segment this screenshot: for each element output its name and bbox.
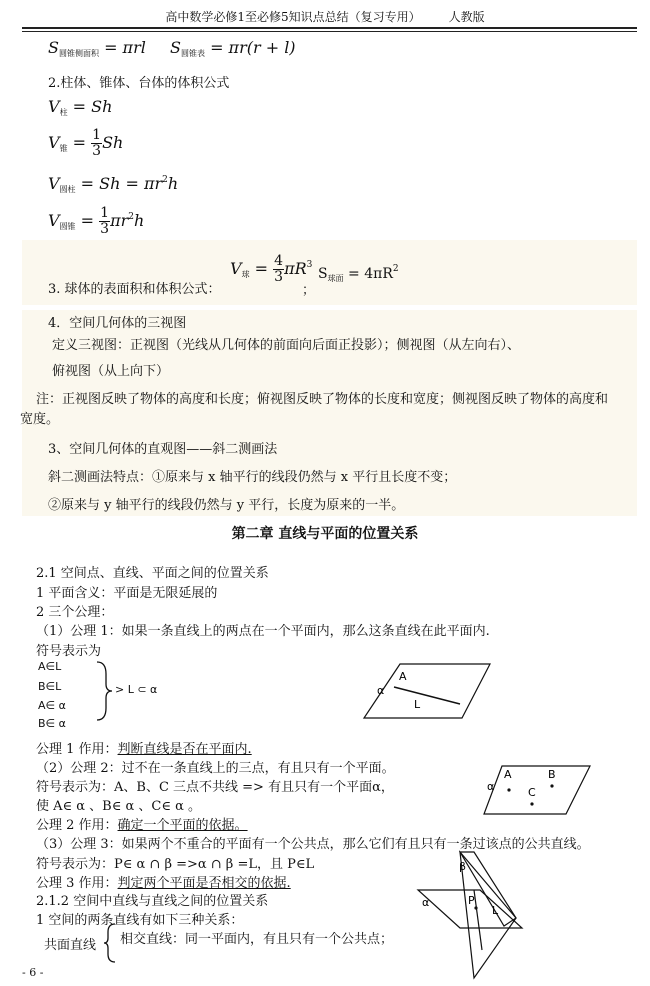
formula-sphere-volume: $V_球$ = $\frac{4}{3}$ $\pi R^3$ [230, 253, 313, 285]
formula-cone-volume: $V_{圆锥}$ = $\frac{1}{3}$ $\pi r^2h$ [48, 205, 145, 237]
axiom-3: （3）公理 3：如果两个不重合的平面有一个公共点，那么它们有且只有一条过该点的公共直线。 [36, 837, 590, 852]
symbol-item-4: B∈ α [38, 717, 66, 730]
plane-meaning: 1 平面含义：平面是无限延展的 [36, 586, 218, 601]
three-axioms: 2 三个公理： [36, 605, 114, 620]
brace-icon [94, 660, 114, 722]
section-2-1: 2.1 空间点、直线、平面之间的位置关系 [36, 566, 269, 581]
fig2-point-a [507, 788, 510, 791]
symbol-item-3: A∈ α [38, 699, 66, 712]
fig2-c-label: C [528, 786, 536, 799]
formula-prism-volume: $V_柱 = Sh$ [48, 97, 113, 117]
formula-pyramid-volume: $V_锥$ = $\frac{1}{3}$ Sh [48, 127, 124, 159]
views-heading: 4．空间几何体的三视图 [48, 316, 187, 331]
coplanar-lines-label: 共面直线 [44, 938, 97, 953]
oblique-feature-2: ②原来与 y 轴平行的线段仍然与 y 平行，长度为原来的一半。 [48, 498, 405, 513]
formula-cone-lateral: $S_{圆锥侧面积} = \pi rl$ [48, 38, 146, 58]
symbol-result: > L ⊂ α [115, 683, 158, 696]
page-header [0, 8, 650, 25]
views-note-line2: 宽度。 [20, 412, 60, 427]
formula-sphere-surface: $S_{球面} = 4\pi R^2$ [318, 264, 399, 283]
axiom-1: （1）公理 1：如果一条直线上的两点在一个平面内，那么这条直线在此平面内. [36, 624, 490, 639]
fig1-alpha-label: α [377, 684, 385, 697]
symbol-item-1: A∈L [38, 660, 62, 673]
oblique-feature-1: 斜二测画法特点：①原来与 x 轴平行的线段仍然与 x 平行且长度不变； [48, 470, 457, 485]
intersecting-lines: 相交直线：同一平面内，有且只有一个公共点； [120, 932, 394, 947]
fig2-alpha-label: α [487, 780, 495, 793]
header-rule [22, 27, 637, 29]
fig3-alpha-label: α [422, 896, 430, 909]
fig3-point-p [474, 906, 477, 909]
formula-cylinder-volume: $V_{圆柱} = Sh = \pi r^2h$ [48, 174, 179, 194]
section-2-1-2: 2.1.2 空间中直线与直线之间的位置关系 [36, 894, 269, 909]
fig1-a-label: A [399, 670, 407, 683]
fig1-l-label: L [414, 698, 421, 711]
axiom-2-symbol: 符号表示为：A、B、C 三点不共线 => 有且只有一个平面α， [36, 780, 394, 795]
views-note-line1: 注：正视图反映了物体的高度和长度；俯视图反映了物体的长度和宽度；侧视图反映了物体的高度和 [36, 392, 609, 407]
fig2-a-label: A [504, 768, 512, 781]
three-relations: 1 空间的两条直线有如下三种关系： [36, 913, 244, 928]
axiom-2: （2）公理 2：过不在一条直线上的三点，有且只有一个平面。 [36, 761, 395, 776]
header-rule-thin [22, 31, 637, 32]
formula-cone-total: $S_{圆锥表} = \pi r(r + l)$ [170, 38, 296, 58]
brace-icon-2 [103, 922, 119, 964]
fig3-p-label: P [468, 894, 475, 907]
symbol-label: 符号表示为 [36, 644, 102, 659]
figure-three-points-plane [482, 764, 592, 816]
fig3-beta-label: β [459, 860, 467, 873]
figure-intersecting-planes [416, 850, 526, 980]
symbol-item-2: B∈L [38, 680, 62, 693]
header-title: 高中数学必修1至必修5知识点总结（复习专用） [165, 10, 421, 24]
formula-separator: ； [302, 283, 316, 298]
fig2-b-label: B [548, 768, 556, 781]
fig3-l-label: L [492, 904, 499, 917]
axiom-2-symbol-2: 使 A∈ α 、B∈ α 、C∈ α 。 [36, 799, 202, 814]
axiom-3-use: 公理 3 作用：判定两个平面是否相交的依据. [36, 876, 291, 891]
page-number: - 6 - [22, 966, 44, 979]
views-top: 俯视图（从上向下） [52, 364, 170, 379]
header-publisher: 人教版 [448, 10, 485, 24]
axiom-2-use: 公理 2 作用：确定一个平面的依据。 [36, 818, 248, 833]
chapter-title: 第二章 直线与平面的位置关系 [231, 526, 419, 542]
fig2-point-b [550, 784, 553, 787]
volume-heading: 2.柱体、锥体、台体的体积公式 [48, 76, 230, 91]
axiom-1-use: 公理 1 作用：判断直线是否在平面内. [36, 742, 252, 757]
sphere-heading: 3. 球体的表面积和体积公式： [48, 282, 221, 297]
axiom-3-symbol: 符号表示为：P∈ α ∩ β =>α ∩ β =L，且 P∈L [36, 857, 315, 872]
figure-line-in-plane [362, 662, 502, 722]
views-definition: 定义三视图：正视图（光线从几何体的前面向后面正投影）；侧视图（从左向右）、 [52, 338, 521, 353]
fig2-point-c [530, 802, 533, 805]
oblique-heading: 3、空间几何体的直观图——斜二测画法 [48, 442, 278, 457]
